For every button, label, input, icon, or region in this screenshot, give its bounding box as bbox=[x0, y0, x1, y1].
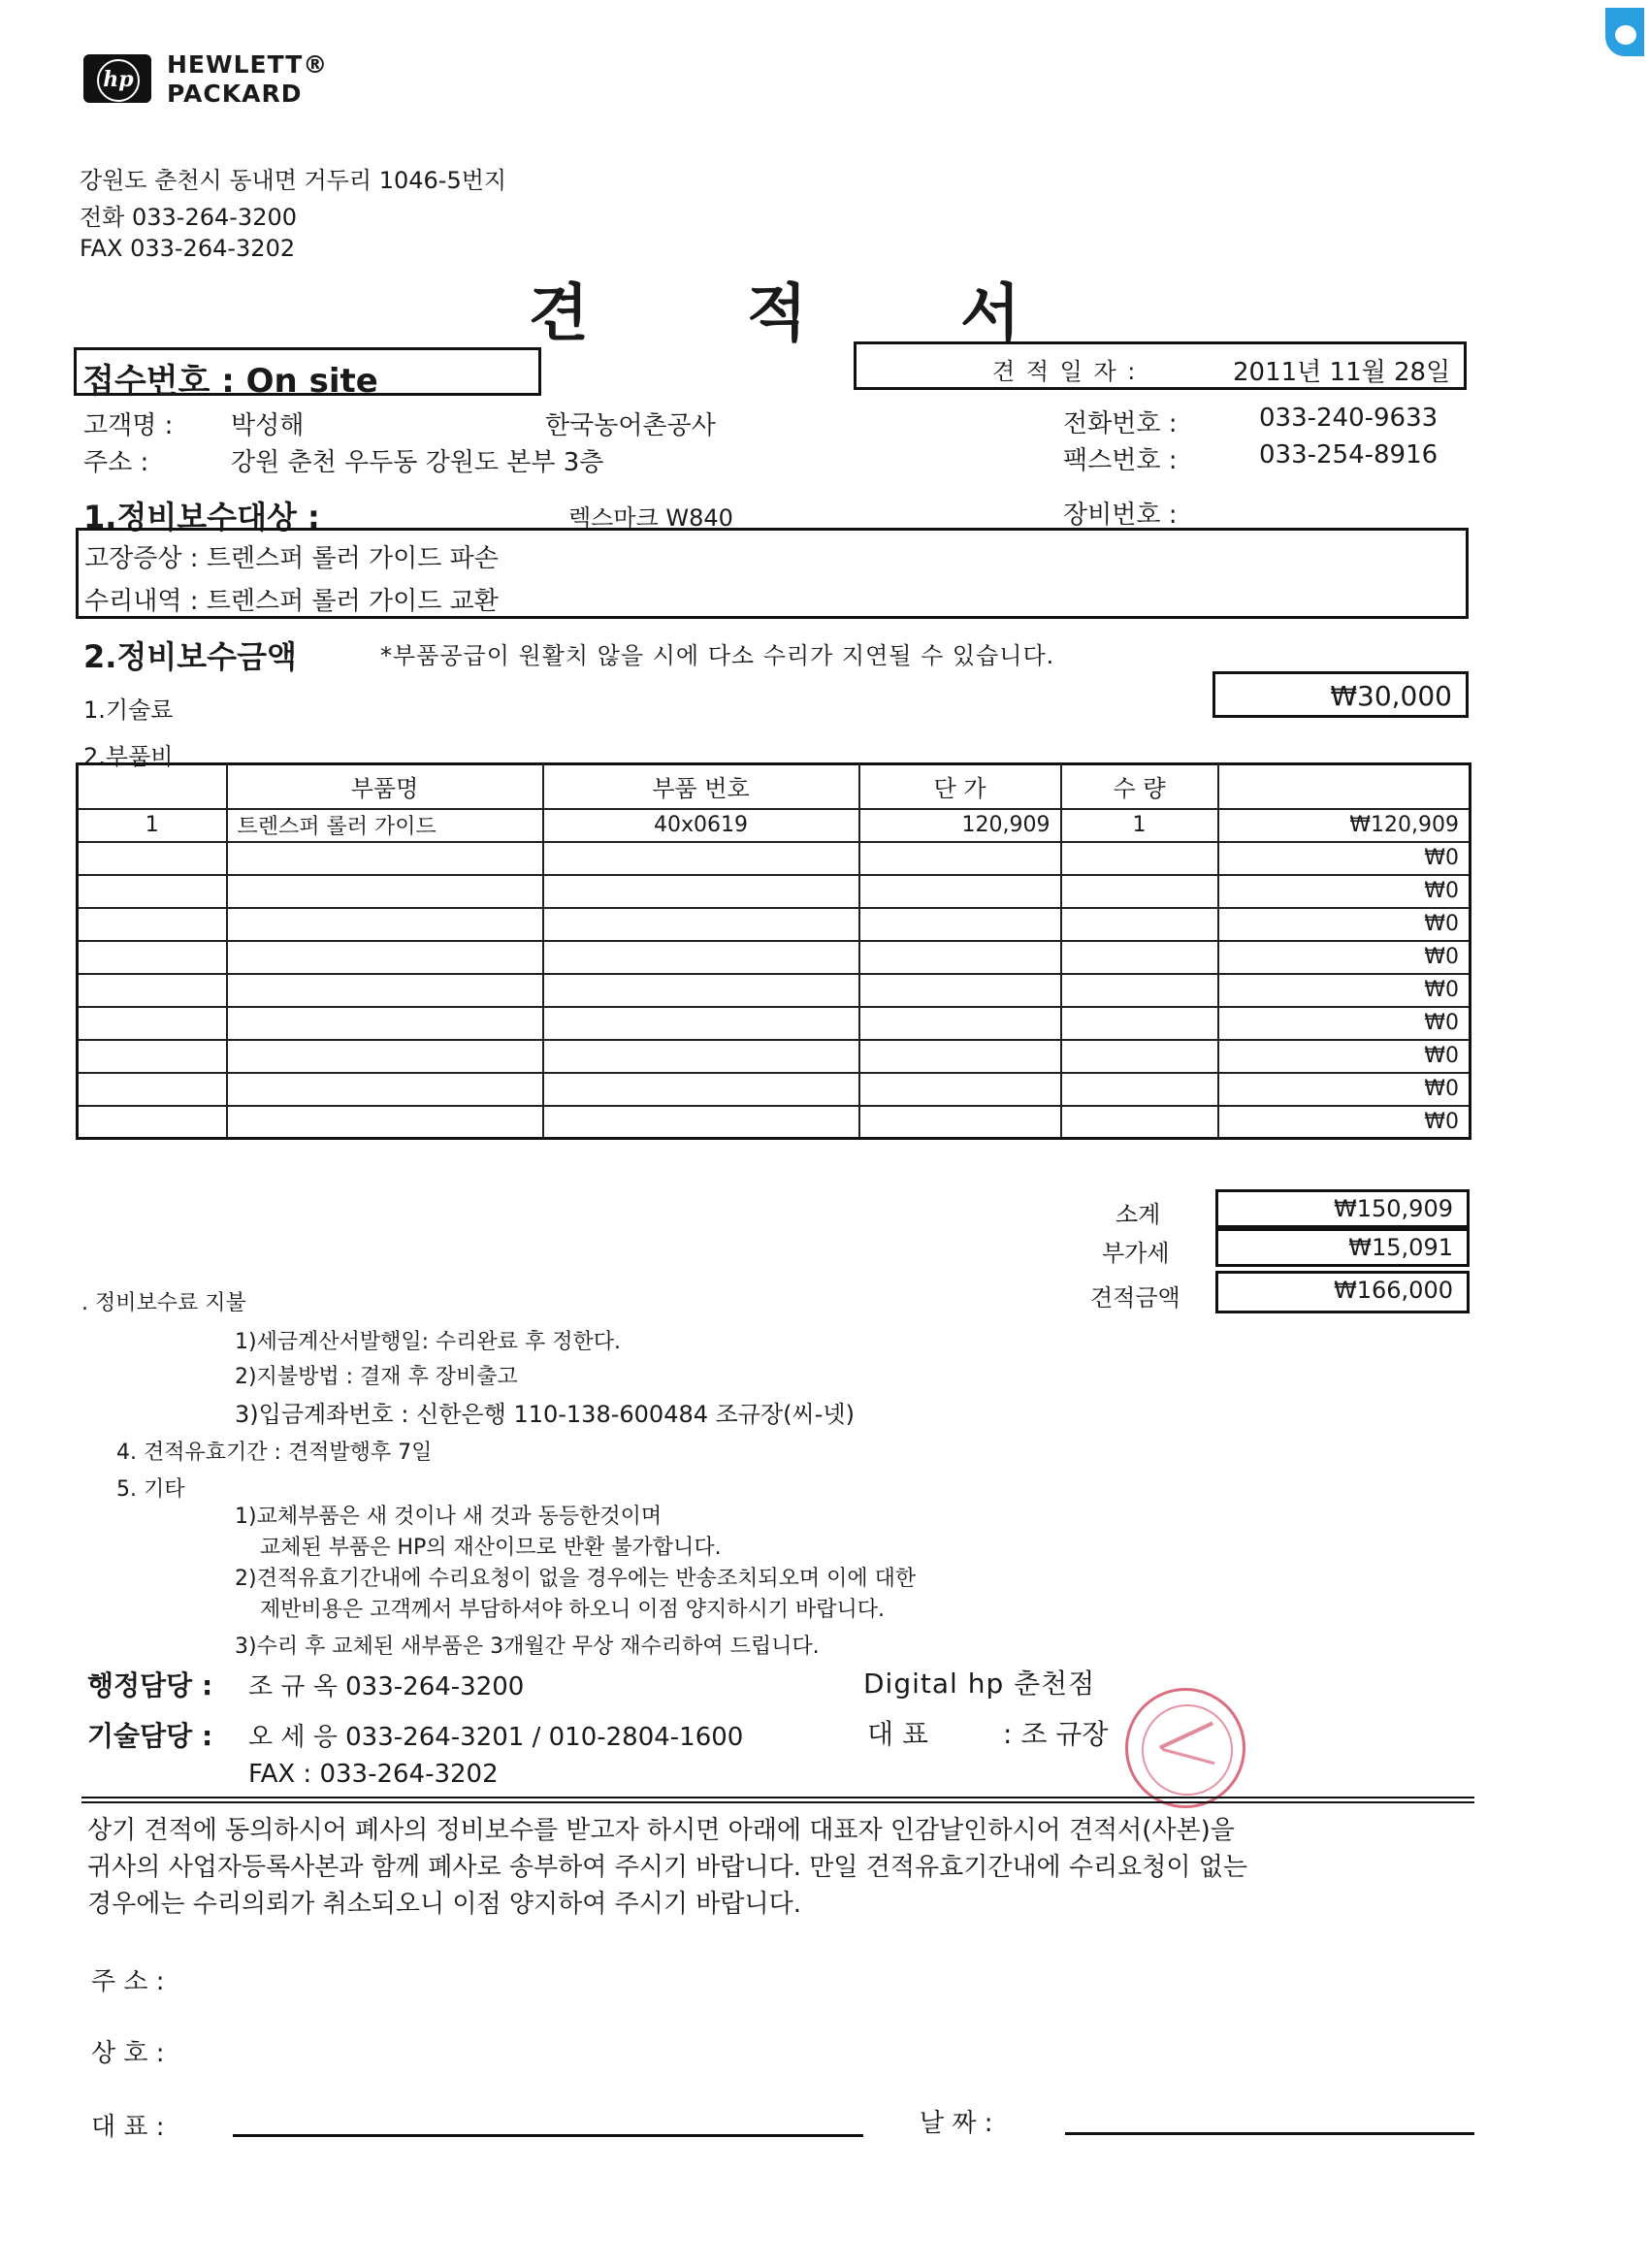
row-unit-price bbox=[859, 1106, 1061, 1139]
tech-label: 기술담당 : bbox=[87, 1720, 213, 1752]
other-heading: 5. 기타 bbox=[116, 1477, 185, 1502]
row-amount: ₩0 bbox=[1218, 1106, 1471, 1139]
row-no bbox=[78, 875, 227, 908]
agreement-line-2: 귀사의 사업자등록사본과 함께 폐사로 송부하여 주시기 바랍니다. 만일 견적유효기간내에 수리요청이 없는 bbox=[87, 1853, 1248, 1882]
row-unit-price bbox=[859, 1007, 1061, 1040]
customer-fax-label: 팩스번호 : bbox=[1063, 446, 1178, 475]
customer-tel: 033-240-9633 bbox=[1259, 404, 1439, 433]
title-char-3: 서 bbox=[960, 278, 1020, 350]
row-quantity: 1 bbox=[1061, 809, 1218, 842]
labor-amount: ₩30,000 bbox=[1330, 680, 1452, 712]
header-unit-price: 단 가 bbox=[859, 764, 1061, 809]
labor-label: 1.기술료 bbox=[83, 697, 174, 724]
estimate-date-value: 2011년 11월 28일 bbox=[1233, 358, 1451, 387]
row-unit-price bbox=[859, 941, 1061, 974]
table-row bbox=[78, 1073, 1471, 1106]
row-part-name bbox=[227, 875, 543, 908]
row-no bbox=[78, 1040, 227, 1073]
row-amount: ₩120,909 bbox=[1218, 809, 1471, 842]
total-box bbox=[1215, 1271, 1470, 1313]
row-unit-price: 120,909 bbox=[859, 809, 1061, 842]
customer-addr: 강원 춘천 우두동 강원도 본부 3층 bbox=[231, 448, 604, 477]
parts-label: 2.부품비 bbox=[83, 743, 174, 770]
labor-amount-box bbox=[1212, 671, 1469, 718]
row-part-number bbox=[543, 875, 859, 908]
row-quantity bbox=[1061, 941, 1218, 974]
table-row bbox=[78, 974, 1471, 1007]
row-no bbox=[78, 842, 227, 875]
validity-text: 4. 견적유효기간 : 견적발행후 7일 bbox=[116, 1441, 433, 1465]
table-row bbox=[78, 809, 1471, 842]
header-no bbox=[78, 764, 227, 809]
payment-item-3: 3)입금계좌번호 : 신한은행 110-138-600484 조규장(씨-넷) bbox=[235, 1401, 855, 1428]
hp-logo-icon: hp bbox=[83, 54, 151, 103]
repair-details-box bbox=[76, 528, 1469, 619]
agreement-line-1: 상기 견적에 동의하시어 폐사의 정비보수를 받고자 하시면 아래에 대표자 인감날인하시어 견적서(사본)을 bbox=[87, 1816, 1235, 1845]
date-signature-line[interactable] bbox=[1065, 2132, 1474, 2135]
brand-line1: HEWLETT® bbox=[167, 50, 329, 79]
row-part-number bbox=[543, 1040, 859, 1073]
other-item-1: 1)교체부품은 새 것이나 새 것과 동등한것이며 bbox=[235, 1505, 663, 1529]
total-label: 견적금액 bbox=[1090, 1284, 1180, 1312]
table-row bbox=[78, 1106, 1471, 1139]
divider-line-2 bbox=[81, 1801, 1474, 1803]
admin-contact: 조 규 옥 033-264-3200 bbox=[248, 1672, 525, 1701]
payment-item-1: 1)세금계산서발행일: 수리완료 후 정한다. bbox=[235, 1330, 621, 1354]
serial-label: 장비번호 : bbox=[1063, 501, 1178, 530]
row-unit-price bbox=[859, 974, 1061, 1007]
rep-signature-line[interactable] bbox=[233, 2134, 863, 2137]
row-quantity bbox=[1061, 908, 1218, 941]
estimate-date-label: 견 적 일 자 : bbox=[992, 358, 1138, 385]
row-part-name bbox=[227, 1040, 543, 1073]
parts-table-header bbox=[78, 764, 1471, 809]
title-char-2: 적 bbox=[747, 278, 807, 350]
vat-label: 부가세 bbox=[1102, 1240, 1170, 1267]
brand-name bbox=[167, 50, 328, 109]
sign-rep-label: 대 표 : bbox=[91, 2113, 165, 2142]
brand-line2: PACKARD bbox=[167, 80, 303, 108]
row-quantity bbox=[1061, 974, 1218, 1007]
vat-value: ₩15,091 bbox=[1348, 1234, 1453, 1261]
row-quantity bbox=[1061, 1073, 1218, 1106]
row-quantity bbox=[1061, 875, 1218, 908]
row-part-number: 40x0619 bbox=[543, 809, 859, 842]
table-row bbox=[78, 908, 1471, 941]
customer-name-label: 고객명 : bbox=[83, 411, 174, 440]
customer-name: 박성해 bbox=[231, 411, 305, 440]
row-unit-price bbox=[859, 1040, 1061, 1073]
row-part-name bbox=[227, 1007, 543, 1040]
customer-fax: 033-254-8916 bbox=[1259, 440, 1439, 470]
title-char-1: 견 bbox=[529, 278, 589, 350]
subtotal-value: ₩150,909 bbox=[1334, 1195, 1453, 1222]
total-value: ₩166,000 bbox=[1334, 1277, 1453, 1304]
row-unit-price bbox=[859, 908, 1061, 941]
divider-line-1 bbox=[81, 1797, 1474, 1798]
row-unit-price bbox=[859, 875, 1061, 908]
admin-label: 행정담당 : bbox=[87, 1669, 213, 1701]
sign-date-label: 날 짜 : bbox=[920, 2109, 993, 2138]
row-quantity bbox=[1061, 1007, 1218, 1040]
table-row bbox=[78, 1040, 1471, 1073]
customer-org: 한국농어촌공사 bbox=[545, 411, 716, 440]
device-name: 렉스마크 W840 bbox=[568, 504, 733, 532]
header-part-number: 부품 번호 bbox=[543, 764, 859, 809]
section1-heading: 1.정비보수대상 : bbox=[83, 499, 320, 535]
subtotal-box bbox=[1215, 1189, 1470, 1228]
row-amount: ₩0 bbox=[1218, 875, 1471, 908]
row-amount: ₩0 bbox=[1218, 974, 1471, 1007]
customer-tel-label: 전화번호 : bbox=[1063, 409, 1178, 438]
vat-box bbox=[1215, 1228, 1470, 1267]
row-part-name bbox=[227, 1073, 543, 1106]
binder-clip-icon bbox=[1605, 8, 1644, 56]
symptom-text: 고장증상 : 트렌스퍼 롤러 가이드 파손 bbox=[84, 544, 499, 573]
row-no bbox=[78, 908, 227, 941]
tech-contact: 오 세 응 033-264-3201 / 010-2804-1600 bbox=[248, 1723, 744, 1752]
row-part-name: 트렌스퍼 롤러 가이드 bbox=[227, 809, 543, 842]
row-no bbox=[78, 974, 227, 1007]
row-part-number bbox=[543, 941, 859, 974]
receipt-number: 접수번호 : On site bbox=[82, 362, 378, 401]
row-amount: ₩0 bbox=[1218, 1040, 1471, 1073]
row-part-name bbox=[227, 1106, 543, 1139]
parts-table bbox=[76, 762, 1471, 1140]
payment-heading: . 정비보수료 지불 bbox=[81, 1291, 246, 1315]
row-quantity bbox=[1061, 1106, 1218, 1139]
contact-fax: FAX : 033-264-3202 bbox=[248, 1760, 499, 1789]
row-part-name bbox=[227, 941, 543, 974]
agreement-line-3: 경우에는 수리의뢰가 취소되오니 이점 양지하여 주시기 바랍니다. bbox=[87, 1890, 801, 1919]
row-no bbox=[78, 1106, 227, 1139]
other-item-3: 3)수리 후 교체된 새부품은 3개월간 무상 재수리하여 드립니다. bbox=[235, 1635, 820, 1659]
row-part-number bbox=[543, 974, 859, 1007]
company-seal-icon bbox=[1125, 1688, 1245, 1808]
row-no bbox=[78, 1073, 227, 1106]
row-part-number bbox=[543, 908, 859, 941]
customer-addr-label: 주소 : bbox=[83, 448, 149, 477]
company-address: 강원도 춘천시 동내면 거두리 1046-5번지 bbox=[80, 167, 507, 194]
row-amount: ₩0 bbox=[1218, 1073, 1471, 1106]
header-amount bbox=[1218, 764, 1471, 809]
sign-address-label: 주 소 : bbox=[91, 1967, 165, 1996]
row-part-number bbox=[543, 1007, 859, 1040]
company-fax: FAX 033-264-3202 bbox=[80, 235, 296, 262]
row-part-name bbox=[227, 974, 543, 1007]
table-row bbox=[78, 842, 1471, 875]
receipt-number-box bbox=[74, 347, 541, 401]
other-item-1b: 교체된 부품은 HP의 재산이므로 반환 불가합니다. bbox=[260, 1536, 722, 1560]
section2-heading: 2.정비보수금액 bbox=[83, 638, 297, 675]
row-amount: ₩0 bbox=[1218, 908, 1471, 941]
table-row bbox=[78, 875, 1471, 908]
sign-company-label: 상 호 : bbox=[91, 2039, 165, 2068]
other-item-2b: 제반비용은 고객께서 부담하셔야 하오니 이점 양지하시기 바랍니다. bbox=[260, 1598, 886, 1622]
row-amount: ₩0 bbox=[1218, 1007, 1471, 1040]
row-amount: ₩0 bbox=[1218, 941, 1471, 974]
ceo-name: : 조 규장 bbox=[1003, 1718, 1109, 1750]
table-row bbox=[78, 941, 1471, 974]
row-part-name bbox=[227, 908, 543, 941]
row-quantity bbox=[1061, 1040, 1218, 1073]
row-part-number bbox=[543, 1073, 859, 1106]
row-part-number bbox=[543, 1106, 859, 1139]
row-no bbox=[78, 1007, 227, 1040]
table-row bbox=[78, 1007, 1471, 1040]
subtotal-label: 소계 bbox=[1116, 1201, 1161, 1228]
row-no: 1 bbox=[78, 809, 227, 842]
repair-text: 수리내역 : 트렌스퍼 롤러 가이드 교환 bbox=[84, 587, 499, 616]
company-phone: 전화 033-264-3200 bbox=[80, 204, 298, 231]
row-part-name bbox=[227, 842, 543, 875]
row-unit-price bbox=[859, 842, 1061, 875]
row-no bbox=[78, 941, 227, 974]
ceo-label: 대 표 bbox=[867, 1718, 928, 1750]
payment-item-2: 2)지불방법 : 결재 후 장비출고 bbox=[235, 1365, 518, 1389]
row-quantity bbox=[1061, 842, 1218, 875]
other-item-2: 2)견적유효기간내에 수리요청이 없을 경우에는 반송조치되오며 이에 대한 bbox=[235, 1567, 917, 1591]
shop-name: Digital hp 춘천점 bbox=[863, 1668, 1096, 1700]
row-unit-price bbox=[859, 1073, 1061, 1106]
row-amount: ₩0 bbox=[1218, 842, 1471, 875]
supply-notice: *부품공급이 원활치 않을 시에 다소 수리가 지연될 수 있습니다. bbox=[380, 642, 1055, 669]
row-part-number bbox=[543, 842, 859, 875]
header-quantity: 수 량 bbox=[1061, 764, 1218, 809]
header-part-name: 부품명 bbox=[227, 764, 543, 809]
estimate-date-box bbox=[854, 341, 1467, 390]
